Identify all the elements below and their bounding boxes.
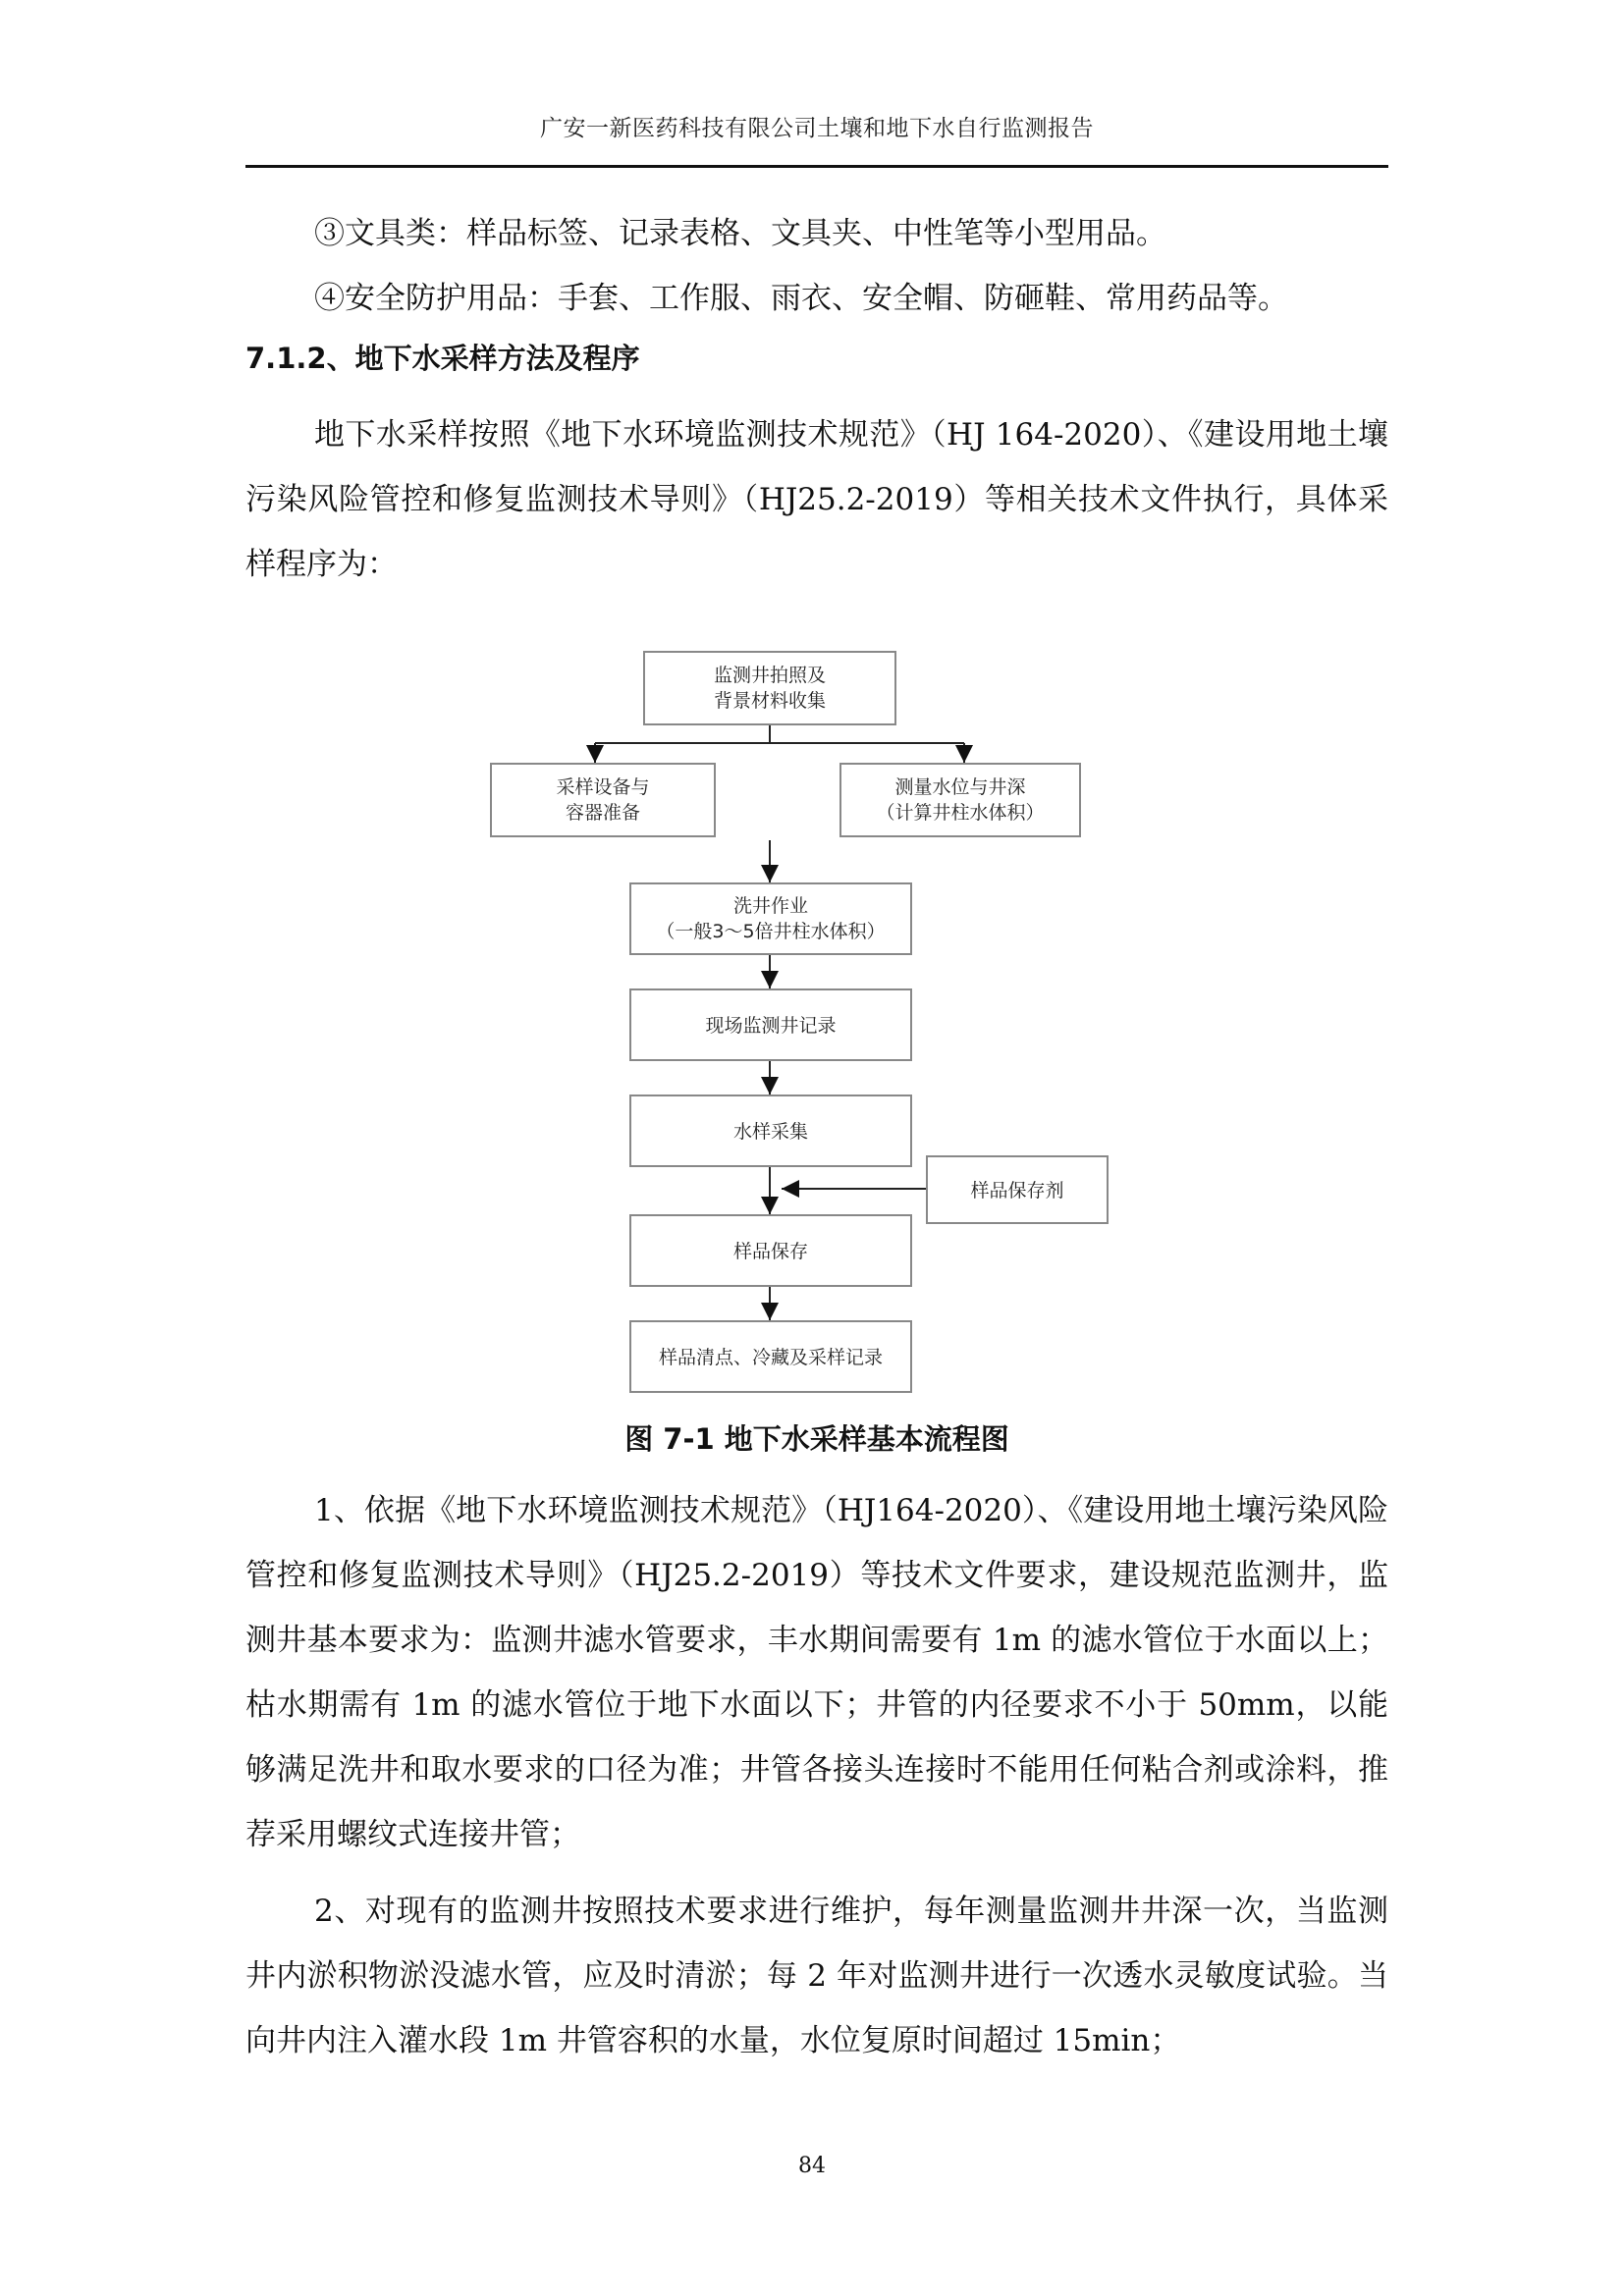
body-paragraph-block-2 [245, 1879, 1388, 2073]
flow-step-measure-water-level-line2: （计算井柱水体积） [876, 802, 1045, 824]
flow-step-water-sampling-label: 水样采集 [732, 1121, 809, 1143]
flow-step-inventory-record [630, 1321, 911, 1392]
intro-line-stationery: ③文具类：样品标签、记录表格、文具夹、中性笔等小型用品。 [314, 216, 1166, 251]
flow-step-well-purging-line1: 洗井作业 [732, 895, 809, 917]
page-header: 广安一新医药科技有限公司土壤和地下水自行监测报告 [540, 116, 1094, 141]
flow-step-well-purging-line2: （一般3～5倍井柱水体积） [656, 921, 886, 942]
flow-step-equipment-prep-line1: 采样设备与 [556, 776, 650, 798]
flow-step-measure-water-level-line1: 测量水位与井深 [894, 776, 1026, 798]
flow-step-inventory-record-label: 样品清点、冷藏及采样记录 [658, 1347, 884, 1368]
flow-side-preservative-label: 样品保存剂 [970, 1180, 1064, 1201]
flow-step-equipment-prep [491, 764, 715, 836]
flow-side-preservative [927, 1156, 1108, 1223]
page-number: 84 [798, 2154, 826, 2178]
figure-caption: 图 7-1 地下水采样基本流程图 [624, 1422, 1009, 1456]
flow-step-water-sampling [630, 1095, 911, 1166]
flow-step-background-collection [644, 652, 895, 724]
body-paragraph-2: 2、对现有的监测井按照技术要求进行维护，每年测量监测井井深一次，当监测井内淤积物淤没滤水管，应及时清淤；每 2 年对监测井进行一次透水灵敏度试验。当向井内注入灌水段 1m 井管容积的水量，水位复原时间超过 15min； [245, 1894, 1388, 2058]
flow-step-background-collection-line2: 背景材料收集 [713, 690, 827, 712]
intro-line-safety: ④安全防护用品：手套、工作服、雨衣、安全帽、防砸鞋、常用药品等。 [314, 281, 1288, 316]
body-paragraph-block-1 [245, 1478, 1388, 1867]
flow-step-measure-water-level [840, 764, 1080, 836]
method-paragraph: 地下水采样按照《地下水环境监测技术规范》（HJ 164-2020）、《建设用地土壤污染风险管控和修复监测技术导则》（HJ25.2-2019）等相关技术文件执行，具体采样程序为： [245, 417, 1388, 582]
flow-step-field-record [630, 989, 911, 1060]
flow-step-sample-preservation [630, 1215, 911, 1286]
flow-step-field-record-label: 现场监测井记录 [705, 1015, 837, 1037]
flow-step-well-purging [630, 883, 911, 954]
body-paragraph-1: 1、依据《地下水环境监测技术规范》（HJ164-2020）、《建设用地土壤污染风险管控和修复监测技术导则》（HJ25.2-2019）等技术文件要求，建设规范监测井，监测井基本要求为：监测井滤水管要求，丰水期间需要有 1m 的滤水管位于水面以上；枯水期需有 1m 的滤水管位于地下水面以下；井管的内径要求不小于 50mm，以能够满足洗井和取水要求的口径为准；井管各接头连接时不能用任何粘合剂或涂料，推荐采用螺纹式连接井管； [245, 1493, 1388, 1852]
flow-step-background-collection-line1: 监测井拍照及 [713, 665, 827, 686]
section-heading: 7.1.2、地下水采样方法及程序 [245, 342, 640, 375]
flow-step-sample-preservation-label: 样品保存 [732, 1241, 809, 1262]
flow-step-equipment-prep-line2: 容器准备 [565, 802, 641, 824]
